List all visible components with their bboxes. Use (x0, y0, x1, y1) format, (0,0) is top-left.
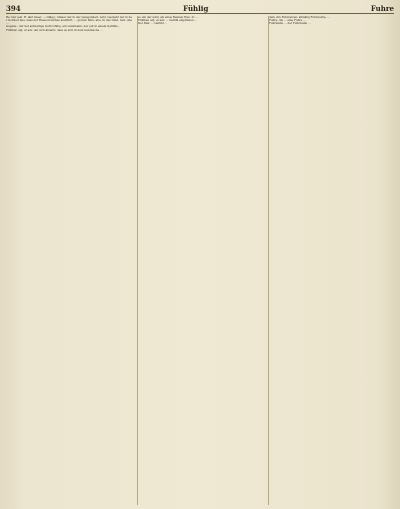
left-running-head: Fühlig (183, 3, 209, 13)
page-header (6, 3, 394, 13)
column-2-para-2: Fühlbar, adj. et adv. ... Gefühl empfinden ... (138, 18, 197, 23)
column-2-para-3: Der Beit. ... Gefühl ... (138, 21, 167, 26)
column-3-para-2: Fuhre, die ... eine Fuhre ... (269, 18, 306, 23)
page-number: 394 (6, 3, 21, 13)
column-3-para-1: dem ohn Fuhrsetzen, allmälig Fuhrwerke, ... (269, 16, 330, 19)
column-3-para-3: Fuhrmann ... der Fuhrmann ... (269, 21, 311, 26)
column-1-para-1: Be: Der geh. R. tabt Gleer. — Gfägg ; Gläser der in der Gelegenheit, wird. Gesnahr der in der Gotsber abe, dass der Ressourcenbau ausführt, ... großer Sinn, abe. In iter Gibd. Geb. abe ... (6, 16, 132, 26)
right-running-head: Fuhre (370, 3, 394, 13)
column-1-para-3: Fühlbar, adj. et adv. der sich ändern; dass es sich in dem Gebrauche ... (6, 27, 103, 32)
column-1 (6, 16, 132, 505)
column-1-para-2: Gegane ; der het aufweitige Guth Gfühg, ein Landmann, der gut in einem Gefühls... (6, 24, 121, 29)
column-3 (268, 16, 394, 505)
column-2 (137, 16, 263, 505)
header-rule (6, 13, 394, 14)
column-2-para-1: so ein der wird, als eines Bennen Hen. 3c. ... (138, 16, 199, 19)
text-columns (6, 16, 394, 505)
